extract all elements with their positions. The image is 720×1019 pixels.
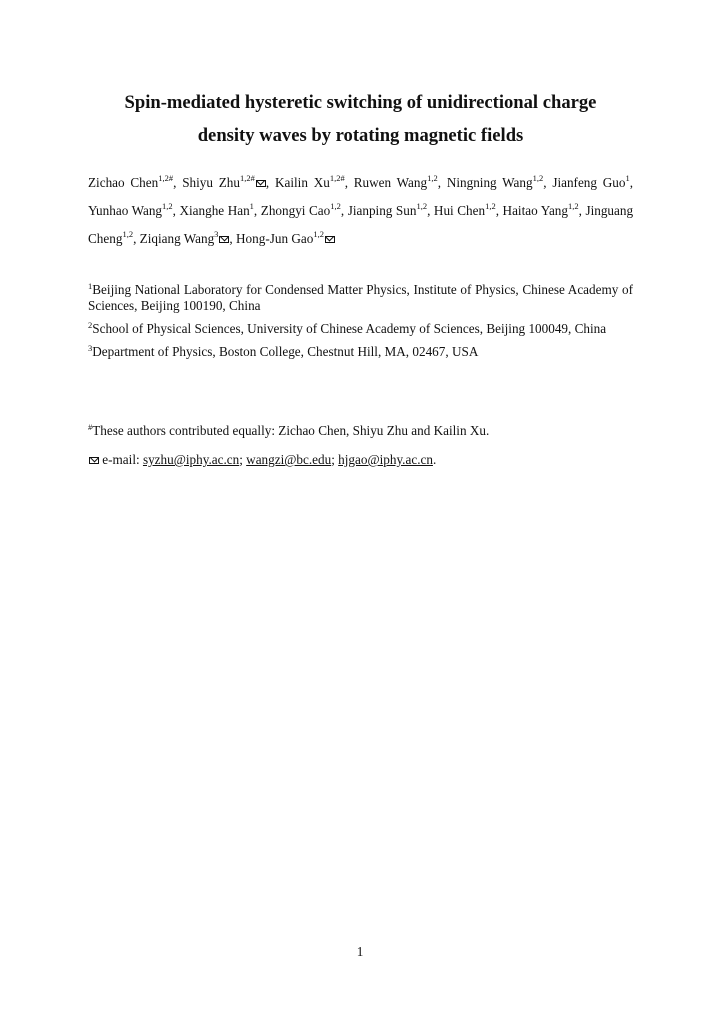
affiliation-text: Beijing National Laboratory for Condensed Matter Physics, Institute of Physics, Chinese Academy of Sciences, Beijing 100190, China xyxy=(88,282,633,313)
email-separator: ; xyxy=(331,452,339,467)
email-link[interactable]: wangzi@bc.edu xyxy=(246,452,332,467)
page-number: 1 xyxy=(356,944,364,959)
author-name: Ruwen Wang xyxy=(353,175,428,190)
author xyxy=(88,203,173,218)
author-affiliation-mark: 1,2 xyxy=(313,229,324,239)
email-line xyxy=(88,452,633,468)
equal-note-mark: # xyxy=(88,422,93,432)
author-name: Hui Chen xyxy=(433,203,486,218)
affiliation xyxy=(88,344,633,360)
affiliation-text: School of Physical Sciences, University of Chinese Academy of Sciences, Beijing 100049, China xyxy=(92,321,607,336)
author xyxy=(348,203,427,218)
affiliation-mark: 2 xyxy=(88,320,93,330)
affiliation-list xyxy=(88,282,633,367)
author-affiliation-mark: 1,2 xyxy=(485,201,496,211)
author-name: Kailin Xu xyxy=(274,175,330,190)
author-name: Yunhao Wang xyxy=(88,203,163,218)
author-affiliation-mark: 1,2 xyxy=(330,201,341,211)
author-name: Zichao Chen xyxy=(88,175,159,190)
equal-contribution-note xyxy=(88,423,633,439)
author-affiliation-mark: 1,2# xyxy=(240,173,255,183)
author-name: Hong-Jun Gao xyxy=(236,231,314,246)
author-name: Zhongyi Cao xyxy=(260,203,331,218)
author-affiliation-mark: 1,2# xyxy=(158,173,174,183)
author-affiliation-mark: 1,2 xyxy=(122,229,134,239)
author-affiliation-mark: 1,2 xyxy=(567,201,579,211)
author xyxy=(447,175,543,190)
author xyxy=(354,175,438,190)
author-affiliation-mark: 1,2 xyxy=(532,173,544,183)
author xyxy=(503,203,579,218)
author xyxy=(552,175,629,190)
author-affiliation-mark: 1 xyxy=(625,173,630,183)
author-name: Ningning Wang xyxy=(446,175,533,190)
author-name: Jinguang Cheng xyxy=(88,203,634,246)
author-affiliation-mark: 3 xyxy=(214,229,219,239)
email-end: . xyxy=(432,452,437,467)
envelope-icon xyxy=(256,180,266,187)
envelope-icon xyxy=(89,457,99,464)
author-name: Jianfeng Guo xyxy=(552,175,626,190)
author xyxy=(275,175,345,190)
affiliation xyxy=(88,282,633,314)
email-link[interactable]: syzhu@iphy.ac.cn xyxy=(142,452,240,467)
author-affiliation-mark: 1,2 xyxy=(162,201,173,211)
author xyxy=(434,203,496,218)
author-name: Shiyu Zhu xyxy=(182,175,240,190)
author-name: Jianping Sun xyxy=(347,203,417,218)
affiliation-text: Department of Physics, Boston College, Chestnut Hill, MA, 02467, USA xyxy=(92,344,479,359)
author-list: Zichao Chen$^{1,2\#}$, Shiyu Zhu$^{1,2\#}$ , Kailin $Xu^{1,2\#}$, Ruwen Wang$^{1,2}$, Ningning Wang$^{1,2}$, Jianfeng Guo$^1$, Yunhao Wang$^{1,2}$, Xianghe Han$^1$, Zhongyi Cao$^{1,2}$, Jianping Sun$^{1,2}$, Hui Chen$^{1,2}$, Haitao Yang$^{1,2}$, Jinguang Cheng$^{1,2}$, Ziqiang Wang$^3$ , Hong-Jun Gao$^{1,2}$ xyxy=(88,173,634,246)
affiliation xyxy=(88,321,633,337)
author-affiliation-mark: 1 xyxy=(249,201,254,211)
author xyxy=(140,231,230,246)
author xyxy=(88,175,173,190)
author-name: Xianghe Han xyxy=(179,203,250,218)
envelope-icon xyxy=(325,236,335,243)
author xyxy=(179,203,253,218)
affiliation-mark: 1 xyxy=(88,281,93,291)
author-affiliation-mark: 1,2 xyxy=(427,173,438,183)
affiliation-mark: 3 xyxy=(88,343,93,353)
author-name: Ziqiang Wang xyxy=(139,231,215,246)
email-label: e-mail: xyxy=(99,452,143,467)
author-name: Haitao Yang xyxy=(502,203,568,218)
title-line-1: Spin-mediated hysteretic switching of unidirectional charge xyxy=(124,92,597,113)
author-affiliation-mark: 1,2# xyxy=(329,173,345,183)
author xyxy=(182,175,266,190)
paper-title xyxy=(88,86,633,152)
author xyxy=(261,203,341,218)
envelope-icon xyxy=(219,236,229,243)
author xyxy=(236,231,335,246)
email-link[interactable]: hjgao@iphy.ac.cn xyxy=(338,452,433,467)
author-affiliation-mark: 1,2 xyxy=(416,201,428,211)
title-line-2: density waves by rotating magnetic fields xyxy=(197,125,524,146)
email-separator: ; xyxy=(239,452,247,467)
equal-note-text: These authors contributed equally: Zichao Chen, Shiyu Zhu and Kailin Xu. xyxy=(92,423,490,438)
